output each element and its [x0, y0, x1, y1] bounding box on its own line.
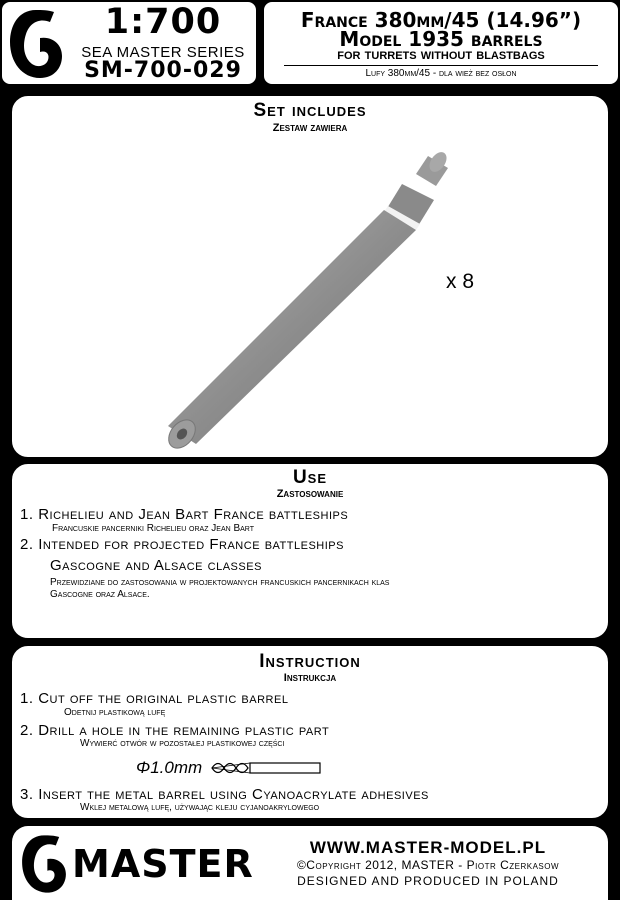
use-item-1-translation: Francuskie pancerniki Richelieu oraz Jean Bart [52, 523, 254, 534]
instruction-step-3-translation: Wklej metalową lufę, używając kleju cyjanoakrylowego [80, 802, 320, 813]
drill-size-label: Φ1.0mm [136, 758, 203, 777]
instruction-step-3-text: Insert the metal barrel using Cyanoacrylate adhesives [38, 786, 429, 803]
use-item-2 [20, 536, 344, 553]
title-divider [284, 65, 598, 66]
use-item-2-text-line2: Gascogne and Alsace classes [50, 557, 262, 574]
website-link[interactable]: WWW.MASTER-MODEL.PL [309, 838, 547, 857]
master-emblem-icon [16, 832, 72, 896]
instruction-step-1-number: 1. [20, 690, 34, 707]
header-logo-panel [0, 0, 258, 86]
scale-label: 1:700 [104, 2, 222, 42]
use-item-1 [20, 506, 348, 523]
footer-panel [10, 824, 610, 900]
instruction-step-2-number: 2. [20, 722, 34, 739]
drill-bit-icon [210, 760, 322, 776]
product-title-line2: Model 1935 barrels [339, 27, 543, 51]
copyright-text: ©Copyright 2012, MASTER - Piotr Czerkasow [296, 858, 560, 872]
use-panel [10, 462, 610, 640]
use-subheading: Zastosowanie [276, 488, 344, 500]
use-item-1-text: Richelieu and Jean Bart France battleships [38, 506, 349, 523]
instruction-step-2-translation: Wywierć otwór w pozostałej plastikowej części [80, 738, 285, 749]
series-label: SEA MASTER SERIES [81, 44, 245, 61]
use-item-2-number: 2. [20, 536, 34, 553]
instruction-step-1-translation: Odetnij plastikową lufę [64, 707, 166, 718]
instruction-step-2 [20, 722, 329, 739]
product-title-line3: for turrets without blastbags [337, 46, 545, 63]
quantity-label: x 8 [446, 270, 475, 293]
gun-barrel-image [152, 144, 482, 464]
master-emblem-icon [6, 6, 66, 82]
header-title-panel [262, 0, 620, 86]
instruction-heading: Instruction [259, 651, 361, 672]
use-item-2-translation-line2: Gascogne oraz Alsace. [50, 589, 150, 600]
product-title-line1: France 380mm/45 (14.96”) [300, 8, 582, 32]
instruction-step-1 [20, 690, 288, 707]
instruction-step-3-number: 3. [20, 786, 34, 803]
use-item-1-number: 1. [20, 506, 34, 523]
use-heading: Use [292, 467, 328, 488]
use-item-2-text: Intended for projected France battleships [38, 536, 344, 553]
instruction-step-1-text: Cut off the original plastic barrel [38, 690, 289, 707]
designed-in-text: DESIGNED AND PRODUCED IN POLAND [297, 874, 559, 888]
instruction-panel [10, 644, 610, 820]
instruction-step-2-text: Drill a hole in the remaining plastic part [38, 722, 330, 739]
use-item-2-translation: Przewidziane do zastosowania w projektowanych francuskich pancernikach klas [50, 577, 390, 588]
set-includes-heading: Set includes [253, 100, 367, 121]
brand-logo-text: MASTER [72, 842, 254, 886]
instruction-subheading: Instrukcja [283, 672, 337, 684]
product-title-polish: Lufy 380mm/45 - dla wież bez osłon [365, 68, 517, 79]
product-code: SM-700-029 [84, 58, 242, 83]
set-includes-panel [10, 94, 610, 459]
set-includes-subheading: Zestaw zawiera [272, 122, 348, 134]
instruction-step-3 [20, 786, 429, 803]
